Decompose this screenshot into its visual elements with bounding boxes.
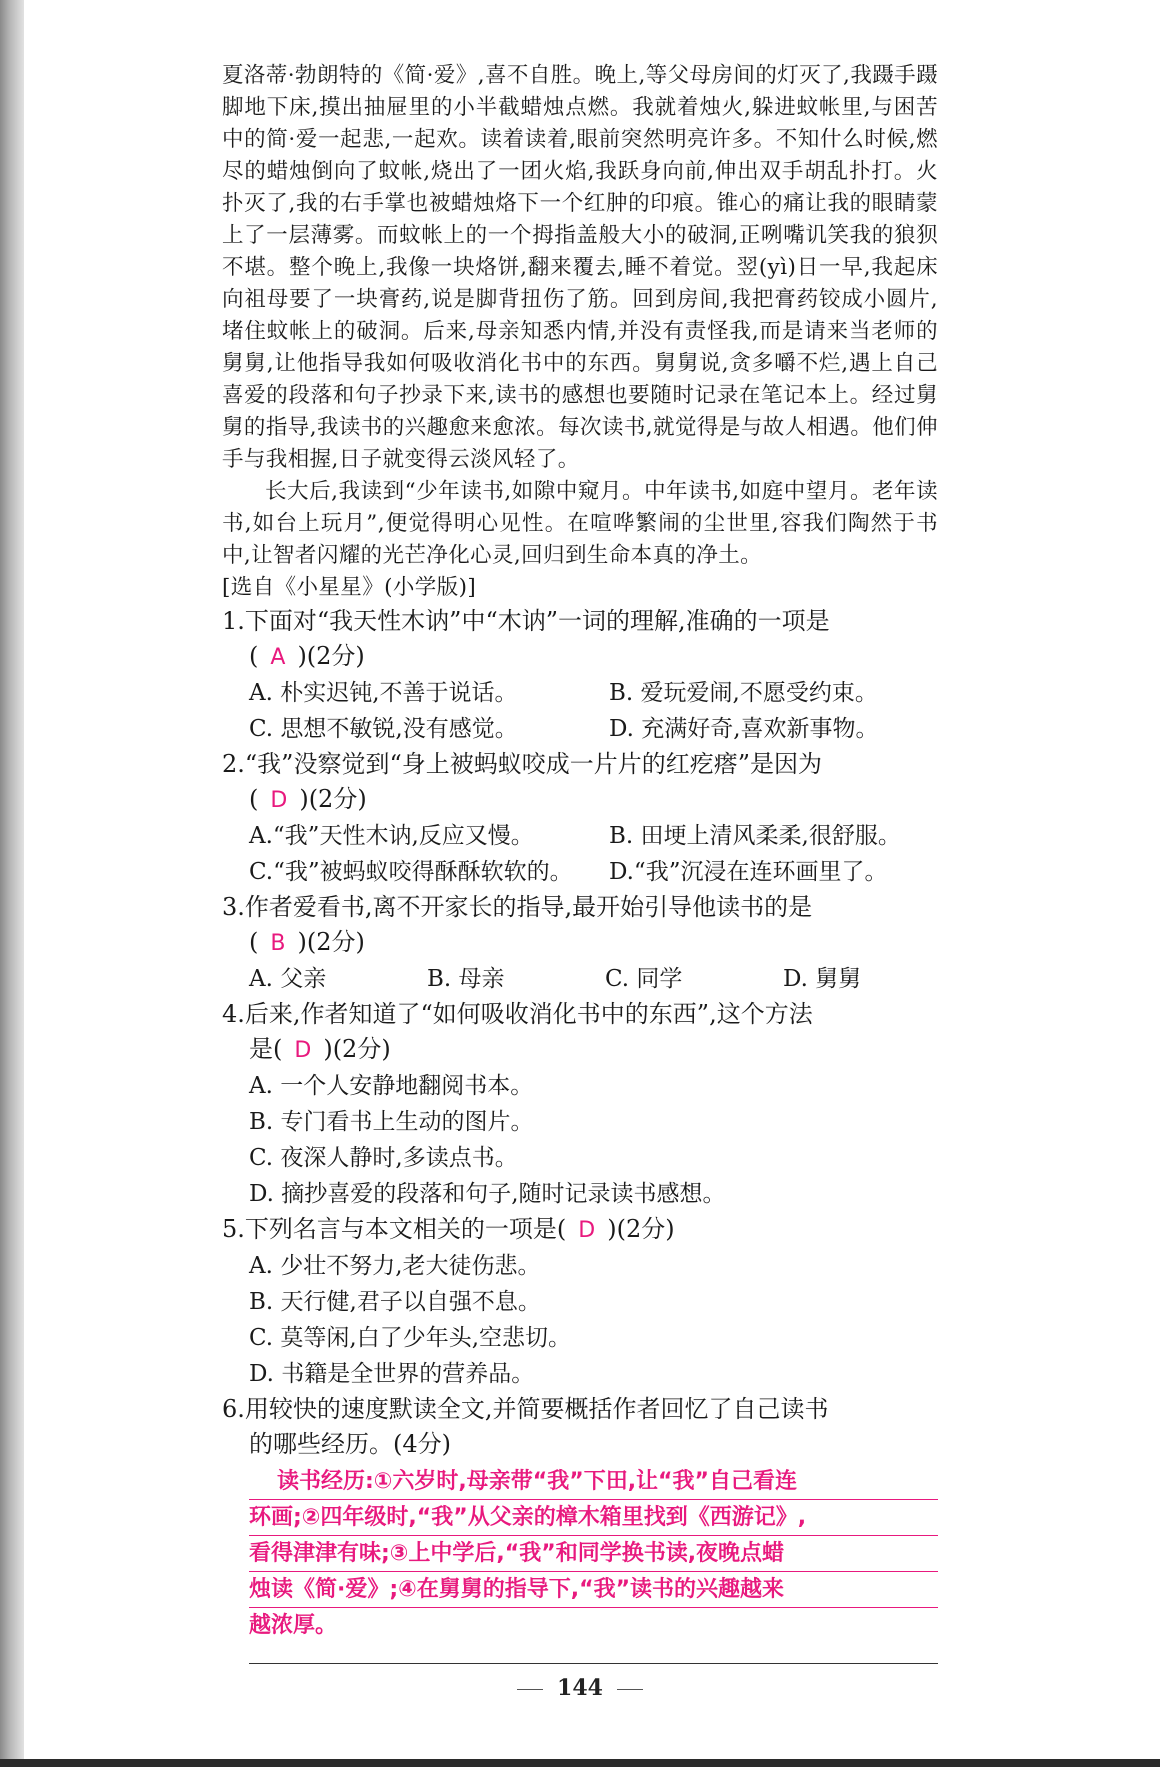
- answer-mark: A: [270, 645, 286, 670]
- question-number: 2.: [222, 750, 245, 778]
- question-4-options: [222, 1068, 938, 1212]
- passage-paragraph-1: 夏洛蒂·勃朗特的《简·爱》,喜不自胜。晚上,等父母房间的灯灭了,我蹑手蹑脚地下床,摸出抽屉里的小半截蜡烛点燃。我就着烛火,躲进蚊帐里,与困苦中的简·爱一起悲,一起欢。读着读着,眼前突然明亮许多。不知什么时候,燃尽的蜡烛倒向了蚊帐,烧出了一团火焰,我跃身向前,伸出双手胡乱扑打。火扑灭了,我的右手掌也被蜡烛烙下一个红肿的印痕。锥心的痛让我的眼睛蒙上了一层薄雾。而蚊帐上的一个拇指盖般大小的破洞,正咧嘴讥笑我的狼狈不堪。整个晚上,我像一块烙饼,翻来覆去,睡不着觉。翌(yì)日一早,我起床向祖母要了一块膏药,说是脚背扭伤了筋。回到房间,我把膏药铰成小圆片,堵住蚊帐上的破洞。后来,母亲知悉内情,并没有责怪我,而是请来当老师的舅舅,让他指导我如何吸收消化书中的东西。舅舅说,贪多嚼不烂,遇上自己喜爱的段落和句子抄录下来,读书的感想也要随时记录在笔记本上。经过舅舅的指导,我读书的兴趣愈来愈浓。每次读书,就觉得是与故人相遇。他们伸手与我相握,日子就变得云淡风轻了。: [222, 63, 938, 472]
- option-c: C. 思想不敏锐,没有感觉。: [249, 716, 518, 742]
- option-d: D. 书籍是全世界的营养品。: [249, 1361, 535, 1387]
- question-3: 3.作者爱看书,离不开家长的指导,最开始引导他读书的是 ( B )(2分): [222, 893, 813, 956]
- option-b: B. 爱玩爱闹,不愿受约束。: [609, 680, 878, 706]
- question-stem: 下列名言与本文相关的一项是(: [244, 1215, 567, 1243]
- question-number: 6.: [222, 1395, 245, 1423]
- option-a: A. 朴实迟钝,不善于说话。: [249, 680, 518, 706]
- page-number-dash-right: [617, 1689, 643, 1690]
- passage-source: [选自《小星星》(小学版)]: [222, 575, 477, 600]
- question-2-options: [222, 818, 938, 890]
- question-stem: 后来,作者知道了“如何吸收消化书中的东西”,这个方法: [244, 1000, 813, 1028]
- question-number: 1.: [222, 607, 245, 635]
- page-content: [222, 60, 938, 1643]
- page-number-value: 144: [557, 1675, 603, 1701]
- question-stem-continued: 是(: [249, 1035, 283, 1063]
- answer-line-3: 看得津津有味;③上中学后,“我”和同学换书读,夜晚点蜡: [249, 1536, 938, 1572]
- answer-line-4: 烛读《简·爱》;④在舅舅的指导下,“我”读书的兴趣越来: [249, 1572, 938, 1608]
- question-4: [222, 997, 938, 1068]
- question-stem: 作者爱看书,离不开家长的指导,最开始引导他读书的是: [244, 893, 813, 921]
- option-d: D. 舅舅: [783, 966, 862, 992]
- question-points: )(2分): [607, 1215, 675, 1243]
- answer-line-2: 环画;②四年级时,“我”从父亲的樟木箱里找到《西游记》,: [249, 1500, 938, 1536]
- option-a: A.“我”天性木讷,反应又慢。: [249, 823, 534, 849]
- question-6: [222, 1392, 938, 1462]
- option-d: D. 摘抄喜爱的段落和句子,随时记录读书感想。: [249, 1181, 726, 1207]
- question-points: )(2分): [323, 1035, 391, 1063]
- question-5: [222, 1212, 938, 1248]
- bottom-edge: [0, 1759, 1160, 1767]
- option-a: A. 少壮不努力,老大徒伤悲。: [249, 1253, 541, 1279]
- option-a: A. 一个人安静地翻阅书本。: [249, 1073, 534, 1099]
- question-stem: 用较快的速度默读全文,并简要概括作者回忆了自己读书: [244, 1395, 829, 1423]
- page-edge-shadow: [0, 0, 24, 1767]
- question-stem: “我”没察觉到“身上被蚂蚁咬成一片片的红疙瘩”是因为: [244, 750, 822, 778]
- page-number: [0, 1675, 1160, 1701]
- option-c: C. 夜深人静时,多读点书。: [249, 1145, 518, 1171]
- question-2: 2.“我”没察觉到“身上被蚂蚁咬成一片片的红疙瘩”是因为 ( D )(2分): [222, 750, 822, 813]
- question-number: 3.: [222, 893, 245, 921]
- question-points: )(2分): [297, 642, 365, 670]
- question-stem-continued: 的哪些经历。(4分): [249, 1430, 451, 1458]
- reading-passage: [222, 60, 938, 604]
- option-d: D. 充满好奇,喜欢新事物。: [609, 716, 879, 742]
- question-number: 5.: [222, 1215, 245, 1243]
- answer-mark: D: [270, 788, 288, 813]
- option-a: A. 父亲: [249, 966, 327, 992]
- option-b: B. 母亲: [427, 966, 505, 992]
- question-points: )(2分): [297, 928, 365, 956]
- option-b: B. 天行健,君子以自强不息。: [249, 1289, 541, 1315]
- question-number: 4.: [222, 1000, 245, 1028]
- answer-mark: D: [578, 1218, 596, 1243]
- question-points: )(2分): [299, 785, 367, 813]
- answer-mark: B: [270, 931, 286, 956]
- question-3-options: [222, 961, 938, 997]
- question-1: 1.下面对“我天性木讷”中“木讷”一词的理解,准确的一项是 ( A )(2分): [222, 607, 830, 670]
- option-d: D.“我”沉浸在连环画里了。: [609, 859, 888, 885]
- option-b: B. 专门看书上生动的图片。: [249, 1109, 534, 1135]
- option-c: C. 莫等闲,白了少年头,空悲切。: [249, 1325, 572, 1351]
- option-b: B. 田埂上清风柔柔,很舒服。: [609, 823, 901, 849]
- question-stem: 下面对“我天性木讷”中“木讷”一词的理解,准确的一项是: [244, 607, 830, 635]
- footer-rule: [249, 1663, 938, 1664]
- question-1-options: [222, 675, 938, 747]
- option-c: C.“我”被蚂蚁咬得酥酥软软的。: [249, 859, 573, 885]
- answer-mark: D: [294, 1038, 312, 1063]
- passage-paragraph-2: 长大后,我读到“少年读书,如隙中窥月。中年读书,如庭中望月。老年读书,如台上玩月”,便觉得明心见性。在喧哗繁闹的尘世里,容我们陶然于书中,让智者闪耀的光芒净化心灵,回归到生命本真的净土。: [222, 479, 938, 568]
- page-number-dash-left: [517, 1689, 543, 1690]
- answer-line-5: 越浓厚。: [249, 1613, 338, 1638]
- option-c: C. 同学: [605, 966, 683, 992]
- question-5-options: [222, 1248, 938, 1392]
- answer-line-1: 读书经历:①六岁时,母亲带“我”下田,让“我”自己看连: [249, 1464, 938, 1500]
- question-6-answer: [249, 1464, 938, 1643]
